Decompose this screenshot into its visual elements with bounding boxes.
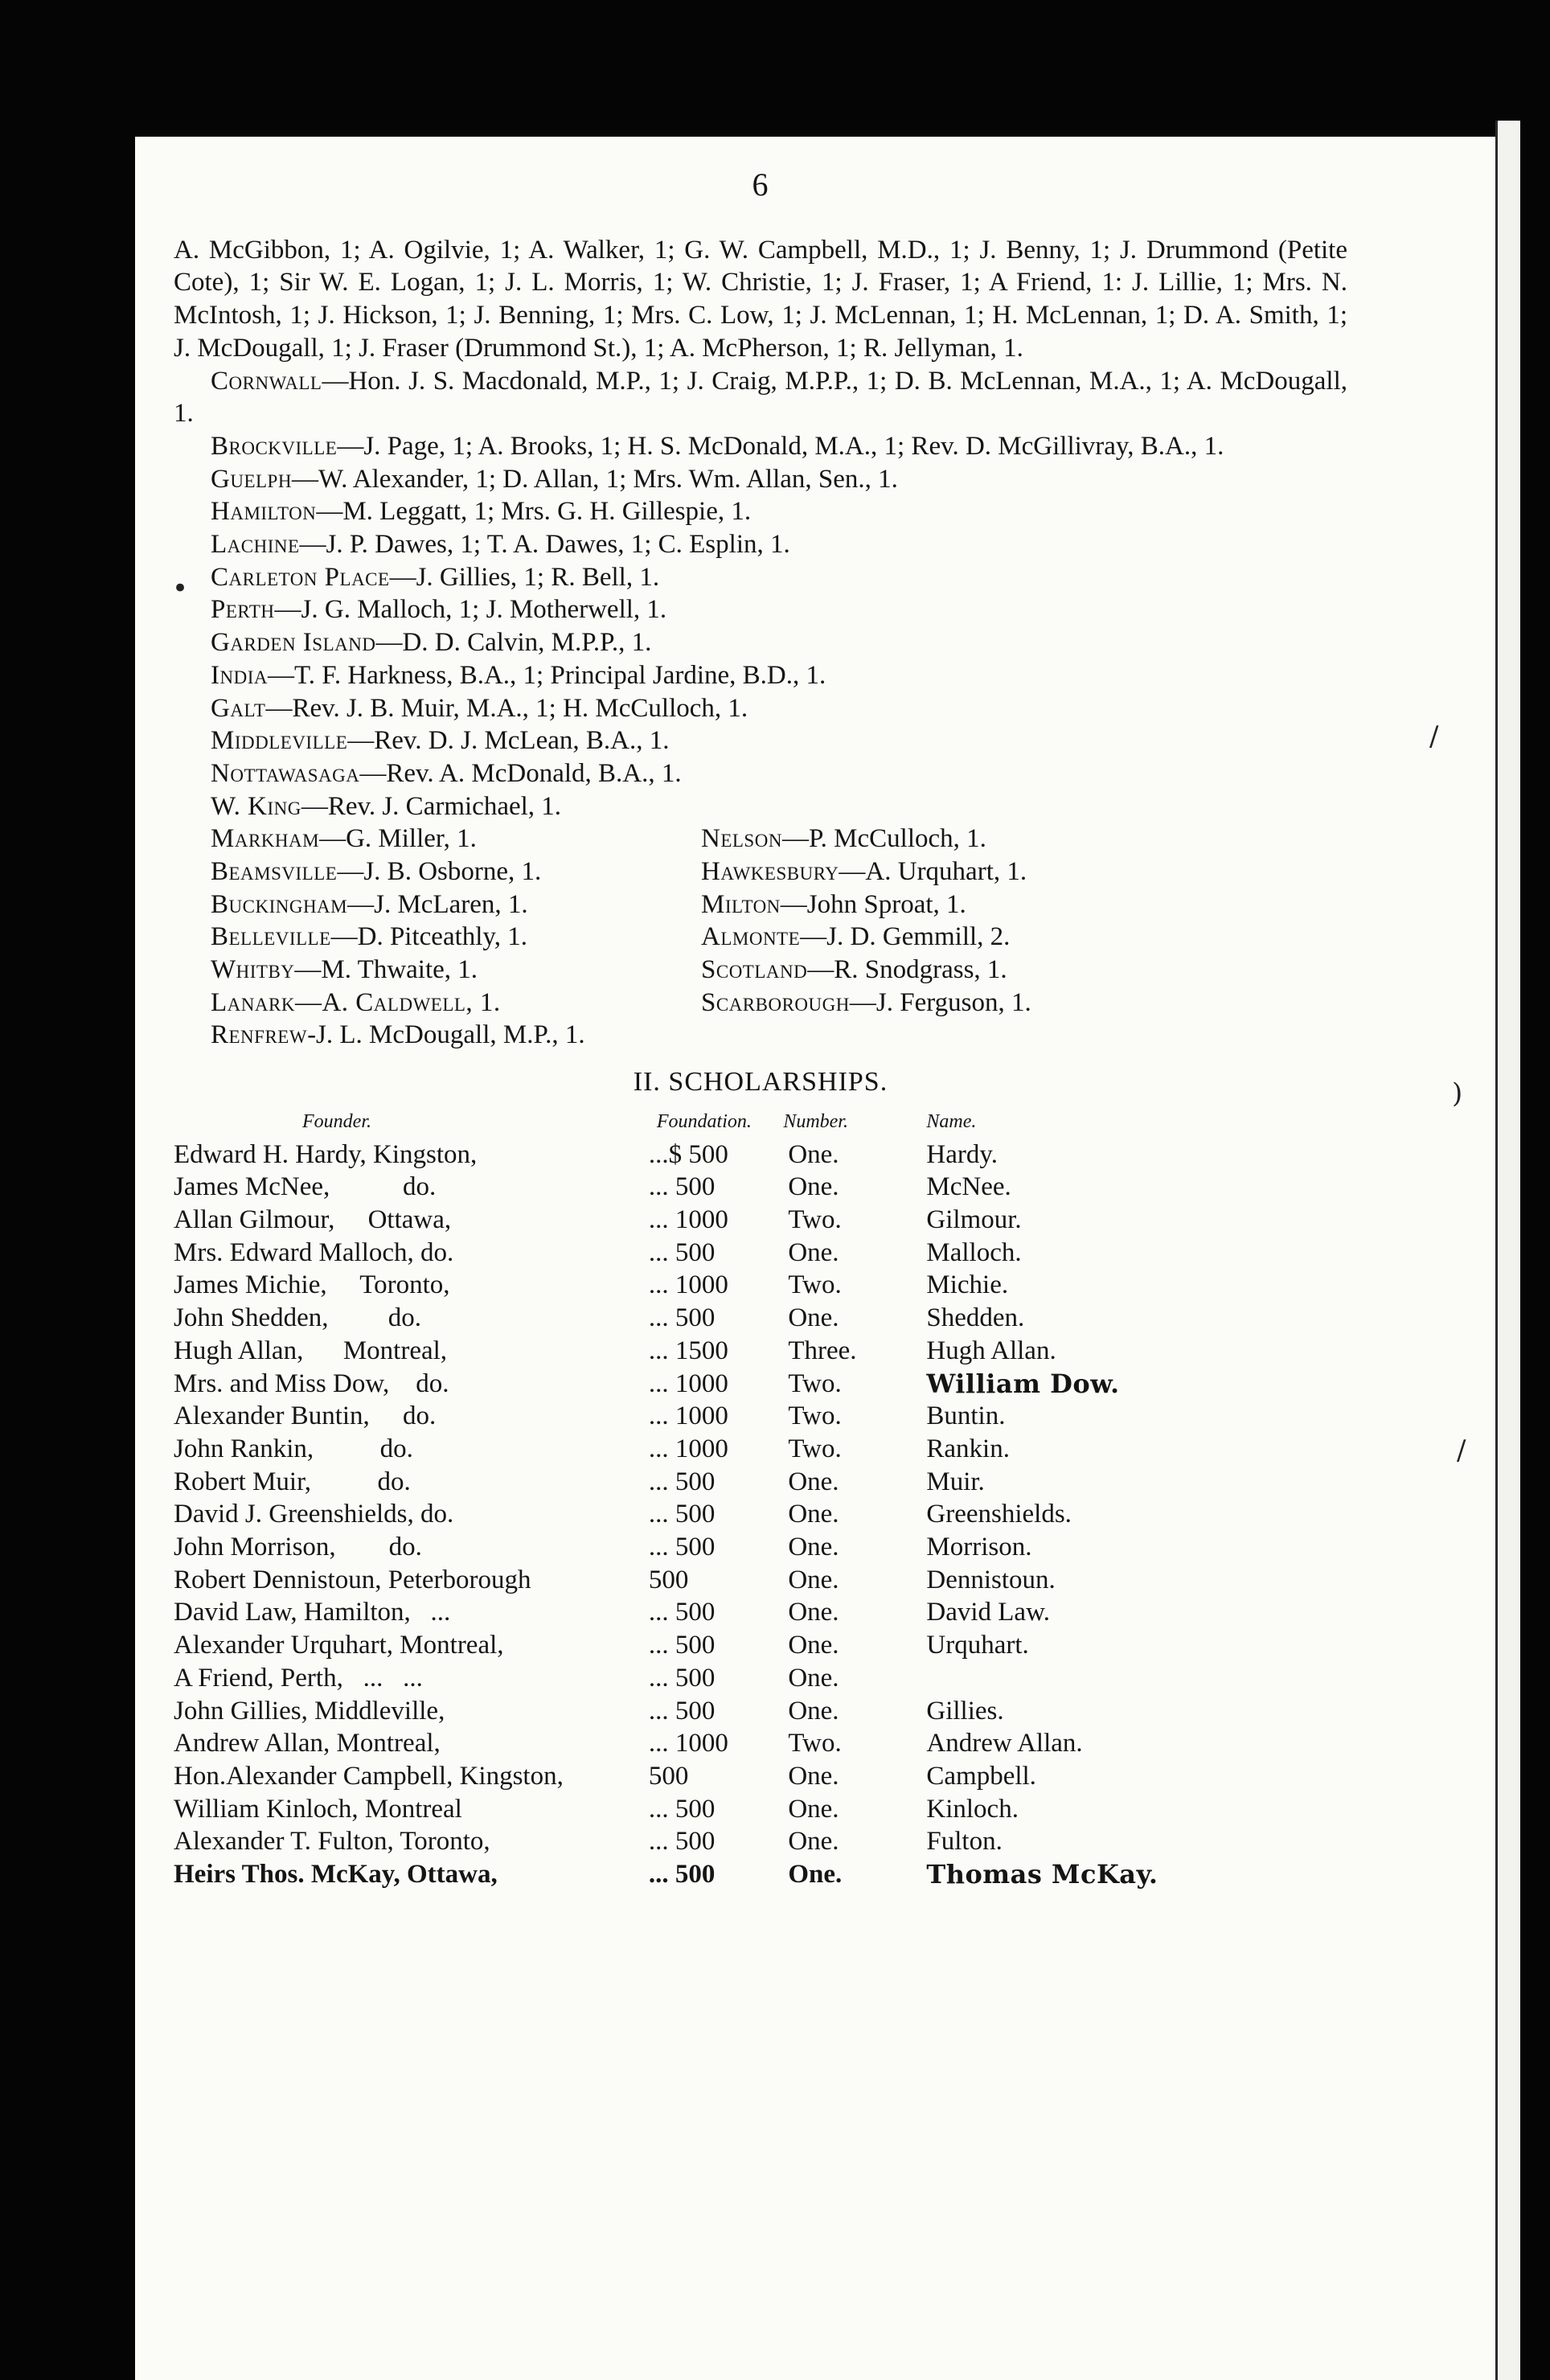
column-entry bbox=[211, 823, 701, 856]
place-name: Carleton Place bbox=[211, 562, 390, 592]
founder-cell: John Shedden, do. bbox=[174, 1303, 421, 1333]
entry-text: -J. L. McDougall, M.P., 1. bbox=[307, 1020, 585, 1050]
name-cell: Hugh Allan. bbox=[926, 1336, 1056, 1365]
foundation-cell: ...$ 500 bbox=[648, 1139, 728, 1169]
name-cell: Buntin. bbox=[926, 1401, 1006, 1431]
margin-mark: / bbox=[1457, 1434, 1466, 1467]
number-cell: One. bbox=[788, 1794, 839, 1824]
place-name: Hawkesbury bbox=[701, 857, 839, 887]
table-row bbox=[174, 1760, 1187, 1793]
place-name: Galt bbox=[211, 693, 266, 723]
subscriber-line bbox=[211, 561, 1347, 594]
number-cell: Two. bbox=[788, 1729, 842, 1758]
table-row bbox=[174, 1793, 1187, 1826]
name-cell: Andrew Allan. bbox=[926, 1729, 1083, 1758]
founder-cell: A Friend, Perth, ... ... bbox=[174, 1663, 423, 1693]
number-cell: Two. bbox=[788, 1204, 842, 1234]
table-row bbox=[174, 1466, 1187, 1499]
column-entry bbox=[701, 954, 1191, 987]
place-name: Markham bbox=[211, 824, 320, 854]
line-text: —J. P. Dawes, 1; T. A. Dawes, 1; C. Esplin, 1. bbox=[299, 530, 790, 560]
entry-text: —A. Urquhart, 1. bbox=[839, 857, 1027, 887]
place-name: Lanark bbox=[211, 987, 295, 1017]
name-cell: William Dow. bbox=[926, 1368, 1120, 1399]
place-name: Hamilton bbox=[211, 497, 317, 527]
table-row bbox=[174, 1433, 1187, 1466]
table-header-row bbox=[174, 1106, 1187, 1139]
line-text: —Rev. J. Carmichael, 1. bbox=[301, 791, 562, 821]
founder-cell: Hugh Allan, Montreal, bbox=[174, 1336, 448, 1365]
subscriber-lines bbox=[174, 463, 1347, 823]
table-row bbox=[174, 1335, 1187, 1368]
column-entry bbox=[701, 921, 1191, 954]
founder-cell: John Rankin, do. bbox=[174, 1434, 413, 1463]
subscriber-line bbox=[211, 593, 1347, 626]
subscriber-line bbox=[211, 659, 1347, 692]
name-cell: Shedden. bbox=[926, 1303, 1025, 1333]
name-cell: Campbell. bbox=[926, 1761, 1036, 1791]
foundation-cell: ... 1500 bbox=[648, 1336, 728, 1365]
entry-text: —J. D. Gemmill, 2. bbox=[800, 922, 1011, 952]
place-name: Almonte bbox=[701, 922, 801, 952]
number-cell: One. bbox=[788, 1139, 839, 1169]
foundation-cell: ... 500 bbox=[648, 1303, 716, 1333]
table-row bbox=[174, 1662, 1187, 1695]
foundation-cell: ... 500 bbox=[648, 1172, 716, 1202]
foundation-cell: ... 500 bbox=[648, 1860, 716, 1890]
name-cell: McNee. bbox=[926, 1172, 1011, 1202]
foundation-cell: ... 500 bbox=[648, 1500, 716, 1529]
number-cell: One. bbox=[788, 1631, 839, 1660]
name-cell: Kinloch. bbox=[926, 1794, 1019, 1824]
place-name: Middleville bbox=[211, 726, 348, 756]
page-content bbox=[174, 166, 1347, 2131]
subscriber-line bbox=[211, 724, 1347, 757]
column-entry bbox=[211, 987, 701, 1020]
place-name: Belleville bbox=[211, 922, 331, 952]
line-text: —W. Alexander, 1; D. Allan, 1; Mrs. Wm. Allan, Sen., 1. bbox=[291, 464, 898, 494]
entry-text: —J. Ferguson, 1. bbox=[849, 987, 1031, 1017]
line-text: —T. F. Harkness, B.A., 1; Principal Jardine, B.D., 1. bbox=[267, 660, 826, 690]
header-name: Name. bbox=[926, 1110, 977, 1132]
place-name: Guelph bbox=[211, 464, 292, 494]
table-row bbox=[174, 1727, 1187, 1760]
foundation-cell: ... 500 bbox=[648, 1467, 716, 1496]
table-row bbox=[174, 1237, 1187, 1270]
foundation-cell: ... 1000 bbox=[648, 1270, 728, 1300]
subscriber-line bbox=[211, 757, 1347, 790]
place-name: Garden Island bbox=[211, 628, 376, 658]
right-column bbox=[701, 823, 1191, 1052]
foundation-cell: ... 500 bbox=[648, 1794, 716, 1824]
subscriber-paragraph-cornwall bbox=[174, 365, 1347, 430]
number-cell: One. bbox=[788, 1663, 839, 1693]
place-name: Milton bbox=[701, 889, 781, 919]
entry-text: —A. Caldwell, 1. bbox=[294, 987, 501, 1017]
line-text: —Rev. J. B. Muir, M.A., 1; H. McCulloch, 1. bbox=[265, 693, 748, 723]
subscriber-line bbox=[211, 692, 1347, 725]
table-row bbox=[174, 1204, 1187, 1237]
founder-cell: Mrs. Edward Malloch, do. bbox=[174, 1237, 454, 1267]
subscriber-paragraphs bbox=[174, 234, 1347, 463]
founder-cell: Alexander Urquhart, Montreal, bbox=[174, 1631, 504, 1660]
number-cell: Two. bbox=[788, 1368, 842, 1398]
founder-cell: David Law, Hamilton, ... bbox=[174, 1598, 451, 1627]
founder-cell: John Gillies, Middleville, bbox=[174, 1696, 445, 1726]
name-cell: Thomas McKay. bbox=[926, 1859, 1158, 1890]
place-name: Brockville bbox=[211, 431, 338, 461]
subscriber-line bbox=[211, 626, 1347, 659]
place-name: Nelson bbox=[701, 824, 782, 854]
name-cell: David Law. bbox=[926, 1598, 1051, 1627]
number-cell: Two. bbox=[788, 1270, 842, 1300]
table-row bbox=[174, 1498, 1187, 1531]
place-name: Buckingham bbox=[211, 889, 348, 919]
place-name: Scotland bbox=[701, 955, 808, 985]
name-cell: Dennistoun. bbox=[926, 1565, 1056, 1594]
foundation-cell: ... 1000 bbox=[648, 1204, 728, 1234]
subscriber-line bbox=[211, 790, 1347, 823]
founder-cell: David J. Greenshields, do. bbox=[174, 1500, 454, 1529]
place-name: Whitby bbox=[211, 955, 295, 985]
foundation-cell: 500 bbox=[648, 1565, 689, 1594]
header-founder: Founder. bbox=[302, 1110, 371, 1132]
entry-text: —J. McLaren, 1. bbox=[347, 889, 528, 919]
place-name: Renfrew bbox=[211, 1020, 308, 1050]
name-cell: Morrison. bbox=[926, 1533, 1032, 1562]
name-cell: Muir. bbox=[926, 1467, 985, 1496]
line-text: —Rev. D. J. McLean, B.A., 1. bbox=[347, 726, 670, 756]
table-row bbox=[174, 1564, 1187, 1597]
place-name: Nottawasaga bbox=[211, 758, 360, 788]
name-cell: Rankin. bbox=[926, 1434, 1010, 1463]
foundation-cell: ... 500 bbox=[648, 1631, 716, 1660]
subscriber-paragraph-montreal bbox=[174, 234, 1347, 365]
name-cell: Gilmour. bbox=[926, 1204, 1022, 1234]
founder-cell: Edward H. Hardy, Kingston, bbox=[174, 1139, 478, 1169]
paragraph-text: A. McGibbon, 1; A. Ogilvie, 1; A. Walker, 1; G. W. Campbell, M.D., 1; J. Benny, 1; J. Drummond (Petite Cote), 1; Sir W. E. Logan, 1; J. L. Morris, 1; W. Christie, 1; J. Fraser, 1; A Friend, 1: J. Lillie, 1; Mrs. N. McIntosh, 1; J. Hickson, 1; J. Benning, 1; Mrs. C. Low, 1; J. McLennan, 1; H. McLennan, 1; D. A. Smith, 1; J. McDougall, 1; J. Fraser (Drummond St.), 1; A. McPherson, 1; R. Jellyman, 1. bbox=[174, 235, 1347, 363]
name-cell: Greenshields. bbox=[926, 1500, 1072, 1529]
column-entry bbox=[211, 954, 701, 987]
place-name: Beamsville bbox=[211, 857, 338, 887]
number-cell: One. bbox=[788, 1696, 839, 1726]
founder-cell: Allan Gilmour, Ottawa, bbox=[174, 1204, 452, 1234]
column-entry bbox=[701, 888, 1191, 921]
entry-text: —R. Snodgrass, 1. bbox=[807, 955, 1007, 985]
header-foundation: Foundation. bbox=[656, 1110, 752, 1132]
header-number: Number. bbox=[783, 1110, 848, 1132]
foundation-cell: ... 1000 bbox=[648, 1401, 728, 1431]
table-row bbox=[174, 1368, 1187, 1401]
name-cell: Hardy. bbox=[926, 1139, 998, 1169]
subscriber-paragraph-brockville bbox=[174, 430, 1347, 463]
name-cell: Gillies. bbox=[926, 1696, 1004, 1726]
subscriber-two-columns bbox=[211, 823, 1347, 1052]
number-cell: One. bbox=[788, 1303, 839, 1333]
column-entry bbox=[701, 856, 1191, 888]
name-cell: Urquhart. bbox=[926, 1631, 1029, 1660]
line-text: —D. D. Calvin, M.P.P., 1. bbox=[375, 628, 652, 658]
table-row bbox=[174, 1400, 1187, 1433]
entry-text: —John Sproat, 1. bbox=[780, 889, 966, 919]
founder-cell: William Kinloch, Montreal bbox=[174, 1794, 462, 1824]
number-cell: Three. bbox=[788, 1336, 857, 1365]
scholarships-table bbox=[174, 1106, 1187, 1891]
column-entry bbox=[701, 987, 1191, 1020]
place-name: Cornwall bbox=[211, 366, 322, 396]
number-cell: One. bbox=[788, 1565, 839, 1594]
foundation-cell: ... 500 bbox=[648, 1696, 716, 1726]
margin-mark: / bbox=[1429, 720, 1439, 753]
number-cell: One. bbox=[788, 1860, 843, 1890]
name-cell bbox=[886, 1662, 1187, 1695]
foundation-cell: ... 1000 bbox=[648, 1434, 728, 1463]
founder-cell: James McNee, do. bbox=[174, 1172, 437, 1202]
foundation-cell: ... 500 bbox=[648, 1533, 716, 1562]
line-text: —Rev. A. McDonald, B.A., 1. bbox=[359, 758, 682, 788]
entry-text: —P. McCulloch, 1. bbox=[781, 824, 986, 854]
founder-cell: Hon.Alexander Campbell, Kingston, bbox=[174, 1761, 564, 1791]
name-cell: Malloch. bbox=[926, 1237, 1022, 1267]
foundation-cell: ... 500 bbox=[648, 1598, 716, 1627]
entry-text: —J. B. Osborne, 1. bbox=[337, 857, 542, 887]
left-column bbox=[211, 823, 701, 1052]
entry-text: —G. Miller, 1. bbox=[319, 824, 477, 854]
number-cell: Two. bbox=[788, 1434, 842, 1463]
line-text: —J. G. Malloch, 1; J. Motherwell, 1. bbox=[274, 595, 667, 625]
number-cell: One. bbox=[788, 1172, 839, 1202]
founder-cell: Robert Muir, do. bbox=[174, 1467, 411, 1496]
margin-dot: • bbox=[172, 572, 189, 605]
name-cell: Michie. bbox=[926, 1270, 1009, 1300]
place-name: Perth bbox=[211, 595, 275, 625]
number-cell: One. bbox=[788, 1761, 839, 1791]
subscriber-line bbox=[211, 528, 1347, 561]
paragraph-text: —Hon. J. S. Macdonald, M.P., 1; J. Craig, M.P.P., 1; D. B. McLennan, M.A., 1; A. McDougall, 1. bbox=[174, 366, 1347, 429]
founder-cell: Alexander T. Fulton, Toronto, bbox=[174, 1827, 490, 1857]
table-row bbox=[174, 1139, 1187, 1172]
column-entry bbox=[211, 921, 701, 954]
place-name: Scarborough bbox=[701, 987, 850, 1017]
number-cell: One. bbox=[788, 1598, 839, 1627]
founder-cell: John Morrison, do. bbox=[174, 1533, 422, 1562]
subscriber-line bbox=[211, 463, 1347, 496]
number-cell: One. bbox=[788, 1237, 839, 1267]
foundation-cell: ... 500 bbox=[648, 1237, 716, 1267]
table-row bbox=[174, 1302, 1187, 1335]
founder-cell: Mrs. and Miss Dow, do. bbox=[174, 1368, 449, 1398]
number-cell: Two. bbox=[788, 1401, 842, 1431]
founder-cell: Robert Dennistoun, Peterborough bbox=[174, 1565, 531, 1594]
place-name: Lachine bbox=[211, 530, 300, 560]
founder-cell: Heirs Thos. McKay, Ottawa, bbox=[174, 1860, 498, 1890]
section-title: II. SCHOLARSHIPS. bbox=[633, 1067, 888, 1098]
number-cell: One. bbox=[788, 1533, 839, 1562]
foundation-cell: ... 500 bbox=[648, 1663, 716, 1693]
table-row bbox=[174, 1531, 1187, 1564]
table-row bbox=[174, 1269, 1187, 1302]
margin-mark: ) bbox=[1452, 1077, 1463, 1110]
column-entry bbox=[211, 1019, 701, 1052]
place-name: India bbox=[211, 660, 268, 690]
number-cell: One. bbox=[788, 1827, 839, 1857]
foundation-cell: ... 1000 bbox=[648, 1368, 728, 1398]
entry-text: —M. Thwaite, 1. bbox=[294, 955, 478, 985]
column-entry bbox=[701, 823, 1191, 856]
foundation-cell: 500 bbox=[648, 1761, 689, 1791]
table-row bbox=[174, 1825, 1187, 1858]
founder-cell: Alexander Buntin, do. bbox=[174, 1401, 437, 1431]
table-row bbox=[174, 1596, 1187, 1629]
column-entry bbox=[211, 888, 701, 921]
column-entry bbox=[211, 856, 701, 888]
subscriber-line bbox=[211, 495, 1347, 528]
table-row bbox=[174, 1858, 1187, 1891]
table-row bbox=[174, 1695, 1187, 1728]
founder-cell: James Michie, Toronto, bbox=[174, 1270, 450, 1300]
table-row bbox=[174, 1171, 1187, 1204]
line-text: —M. Leggatt, 1; Mrs. G. H. Gillespie, 1. bbox=[316, 497, 752, 527]
entry-text: —D. Pitceathly, 1. bbox=[330, 922, 528, 952]
paragraph-text: —J. Page, 1; A. Brooks, 1; H. S. McDonald, M.A., 1; Rev. D. McGillivray, B.A., 1. bbox=[337, 431, 1224, 461]
number-cell: One. bbox=[788, 1467, 839, 1496]
name-cell: Fulton. bbox=[926, 1827, 1003, 1857]
foundation-cell: ... 1000 bbox=[648, 1729, 728, 1758]
page-number: 6 bbox=[752, 166, 769, 203]
foundation-cell: ... 500 bbox=[648, 1827, 716, 1857]
place-name: W. King bbox=[211, 791, 301, 821]
adjacent-page-edge bbox=[1495, 121, 1520, 2380]
founder-cell: Andrew Allan, Montreal, bbox=[174, 1729, 441, 1758]
line-text: —J. Gillies, 1; R. Bell, 1. bbox=[389, 562, 660, 592]
table-row bbox=[174, 1629, 1187, 1662]
number-cell: One. bbox=[788, 1500, 839, 1529]
